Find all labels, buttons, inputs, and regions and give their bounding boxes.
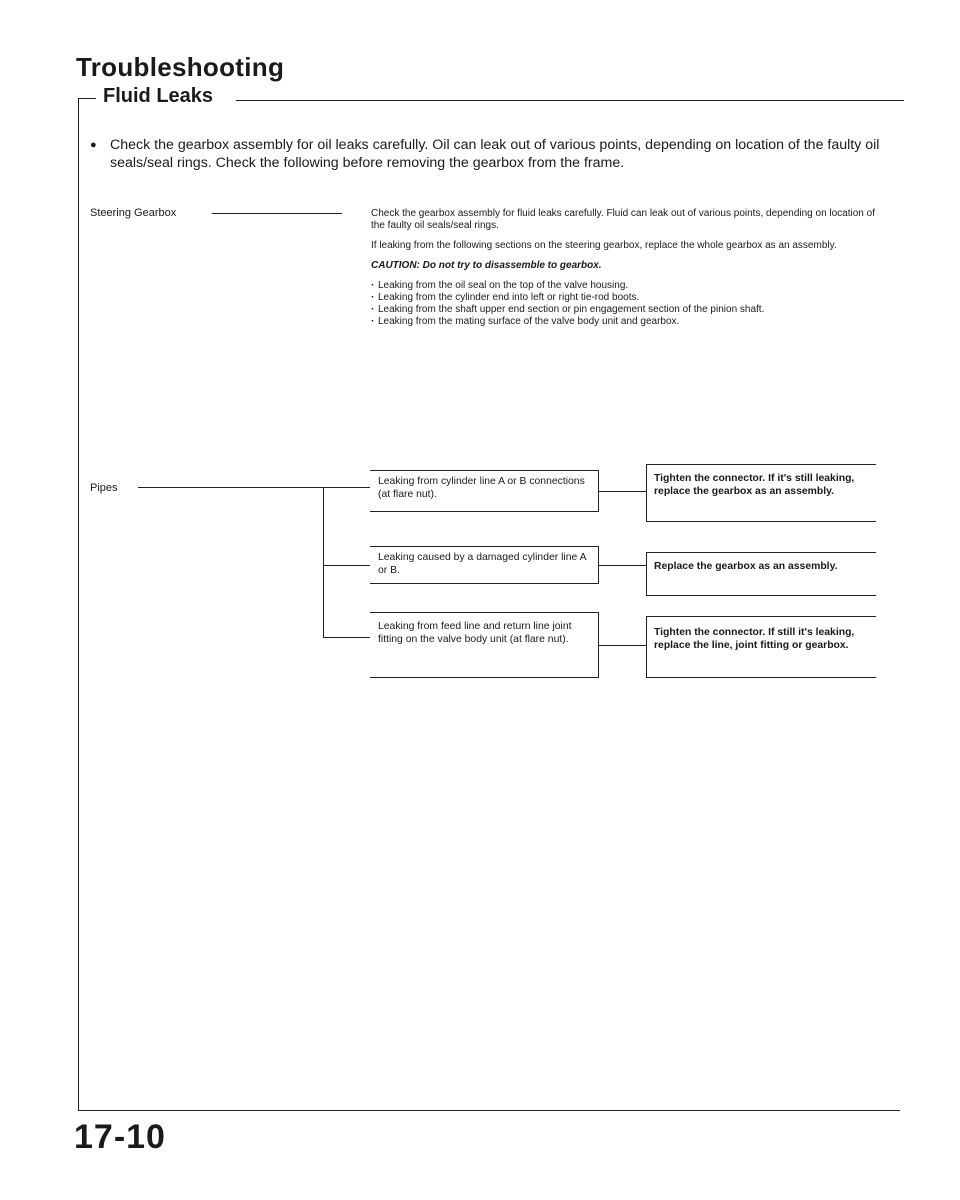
intro-text: Check the gearbox assembly for oil leaks carefully. Oil can leak out of various points, depending on location of the faulty oil seals/seal rings. Check the following before removing the gearbox from the frame. (110, 137, 880, 171)
action-box-3: Tighten the connector. If still it's leaking, replace the line, joint fitting or gearbox. (646, 616, 876, 678)
cause-box-2: Leaking caused by a damaged cylinder line A or B. (370, 546, 598, 584)
cause-box-1: Leaking from cylinder line A or B connections (at flare nut). (370, 470, 598, 512)
page-number: 17-10 (74, 1118, 166, 1156)
header-bracket-vertical (78, 98, 79, 1110)
gearbox-para-check: Check the gearbox assembly for fluid leaks carefully. Fluid can leak out of various points, depending on location of the faulty oil seals/seal rings. (371, 208, 875, 231)
header-bracket-tick (78, 98, 96, 99)
subsection-title: Fluid Leaks (103, 85, 214, 107)
intro-paragraph (90, 136, 890, 172)
caution-note: CAUTION: Do not try to disassemble to gearbox. (371, 260, 602, 271)
gearbox-para-replace: If leaking from the following sections on the steering gearbox, replace the whole gearbox as an assembly. (371, 240, 837, 251)
pipes-label: Pipes (90, 482, 118, 494)
row-3-connector (598, 645, 646, 646)
steering-gearbox-description (371, 208, 881, 328)
pipes-connector (138, 487, 370, 488)
steering-gearbox-label: Steering Gearbox (90, 207, 177, 219)
pipes-branch-2 (323, 565, 370, 566)
pipes-branch-vertical (323, 487, 324, 637)
footer-rule (78, 1110, 900, 1111)
steering-gearbox-connector (212, 213, 342, 214)
pipes-branch-3 (323, 637, 370, 638)
list-item: · Leaking from the cylinder end into left or right tie-rod boots. (371, 292, 881, 304)
action-box-2: Replace the gearbox as an assembly. (646, 552, 876, 596)
header-rule (236, 100, 904, 101)
intro-bullet: ● (90, 139, 97, 151)
row-1-connector (598, 491, 646, 492)
list-item: · Leaking from the shaft upper end section or pin engagement section of the pinion shaft. (371, 304, 881, 316)
gearbox-leak-list (371, 280, 881, 328)
cause-box-3: Leaking from feed line and return line joint fitting on the valve body unit (at flare nut). (370, 612, 598, 678)
section-title: Troubleshooting (76, 52, 285, 82)
list-item: · Leaking from the mating surface of the valve body unit and gearbox. (371, 316, 881, 328)
row-2-connector (598, 565, 646, 566)
action-box-1: Tighten the connector. If it's still leaking, replace the gearbox as an assembly. (646, 464, 876, 522)
list-item: · Leaking from the oil seal on the top of the valve housing. (371, 280, 881, 292)
